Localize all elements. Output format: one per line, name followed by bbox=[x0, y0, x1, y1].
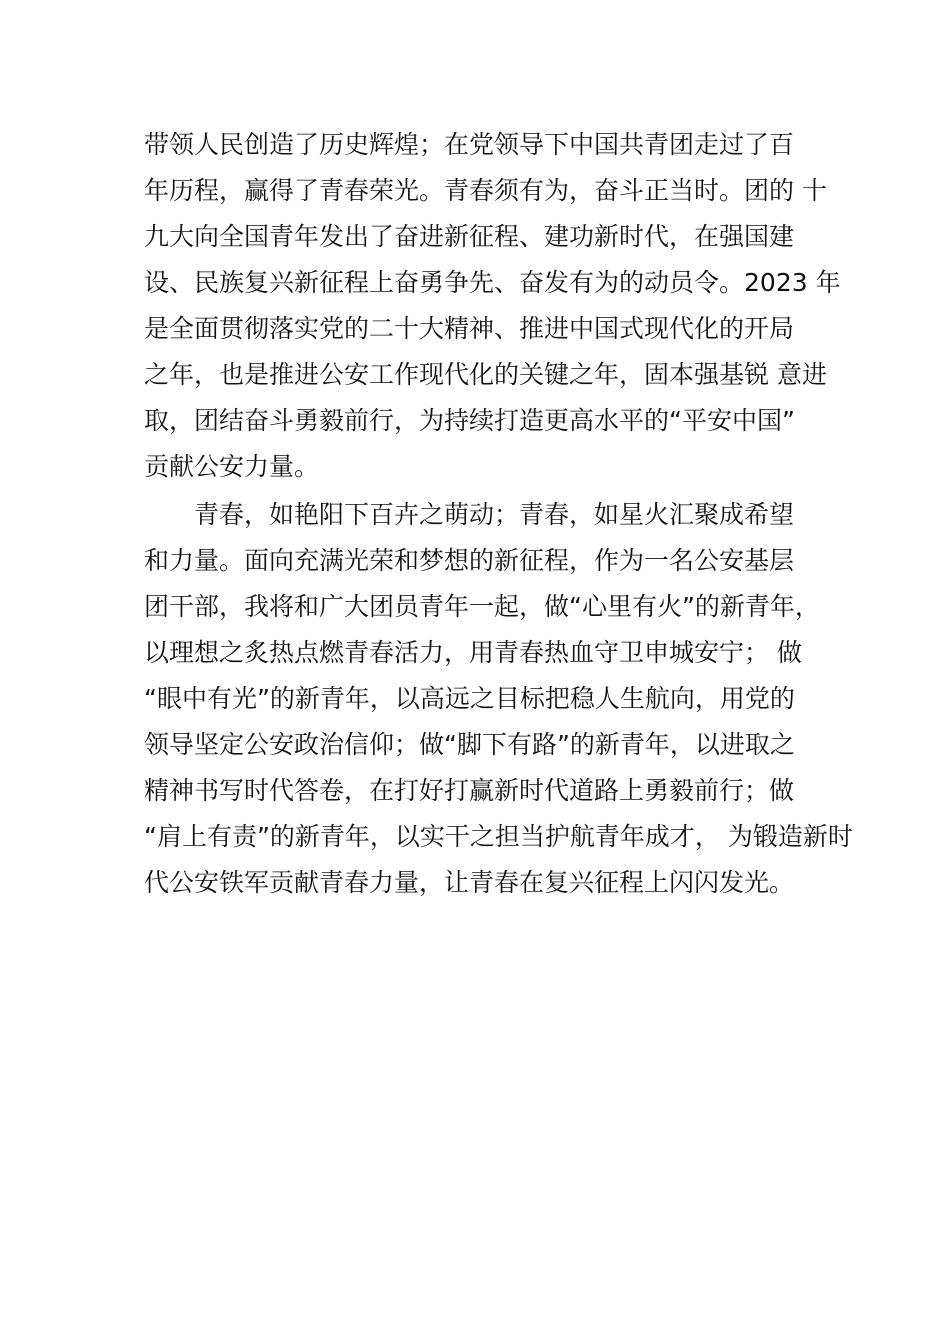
paragraph-1 bbox=[144, 122, 841, 490]
paragraph-2 bbox=[144, 492, 853, 906]
paragraph-2-line-7: 精神书写时代答卷，在打好打赢新时代道路上勇毅前行；做 bbox=[144, 776, 795, 805]
paragraph-2-line-4: 以理想之炙热点燃青春活力，用青春热血守卫申城安宁； 做 bbox=[144, 638, 802, 667]
paragraph-2-line-2: 和力量。面向充满光荣和梦想的新征程，作为一名公安基层 bbox=[144, 546, 795, 575]
paragraph-1-line-8: 贡献公安力量。 bbox=[144, 452, 320, 481]
paragraph-2-line-5: “眼中有光”的新青年，以高远之目标把稳人生航向，用党的 bbox=[144, 684, 795, 713]
paragraph-1-line-5: 是全面贯彻落实党的二十大精神、推进中国式现代化的开局 bbox=[144, 314, 795, 343]
paragraph-1-line-7: 取，团结奋斗勇毅前行，为持续打造更高水平的“平安中国” bbox=[144, 406, 795, 435]
document-body bbox=[144, 122, 853, 906]
paragraph-2-line-9: 代公安铁军贡献青春力量，让青春在复兴征程上闪闪发光。 bbox=[144, 868, 795, 897]
paragraph-1-line-3: 九大向全国青年发出了奋进新征程、建功新时代，在强国建 bbox=[144, 222, 795, 251]
paragraph-2-line-6: 领导坚定公安政治信仰；做“脚下有路”的新青年，以进取之 bbox=[144, 730, 795, 759]
paragraph-1-line-6: 之年，也是推进公安工作现代化的关键之年，固本强基锐 意进 bbox=[144, 360, 827, 389]
paragraph-2-line-1: 青春，如艳阳下百卉之萌动；青春，如星火汇聚成希望 bbox=[194, 500, 795, 529]
paragraph-2-line-3: 团干部，我将和广大团员青年一起，做“心里有火”的新青年， bbox=[144, 592, 820, 621]
paragraph-1-line-4: 设、民族复兴新征程上奋勇争先、奋发有为的动员令。2023 年 bbox=[144, 268, 841, 297]
paragraph-2-line-8: “肩上有责”的新青年，以实干之担当护航青年成才， 为锻造新时 bbox=[144, 822, 853, 851]
paragraph-1-line-1: 带领人民创造了历史辉煌；在党领导下中国共青团走过了百 bbox=[144, 130, 795, 159]
paragraph-1-line-2: 年历程，赢得了青春荣光。青春须有为，奋斗正当时。团的 十 bbox=[144, 176, 827, 205]
